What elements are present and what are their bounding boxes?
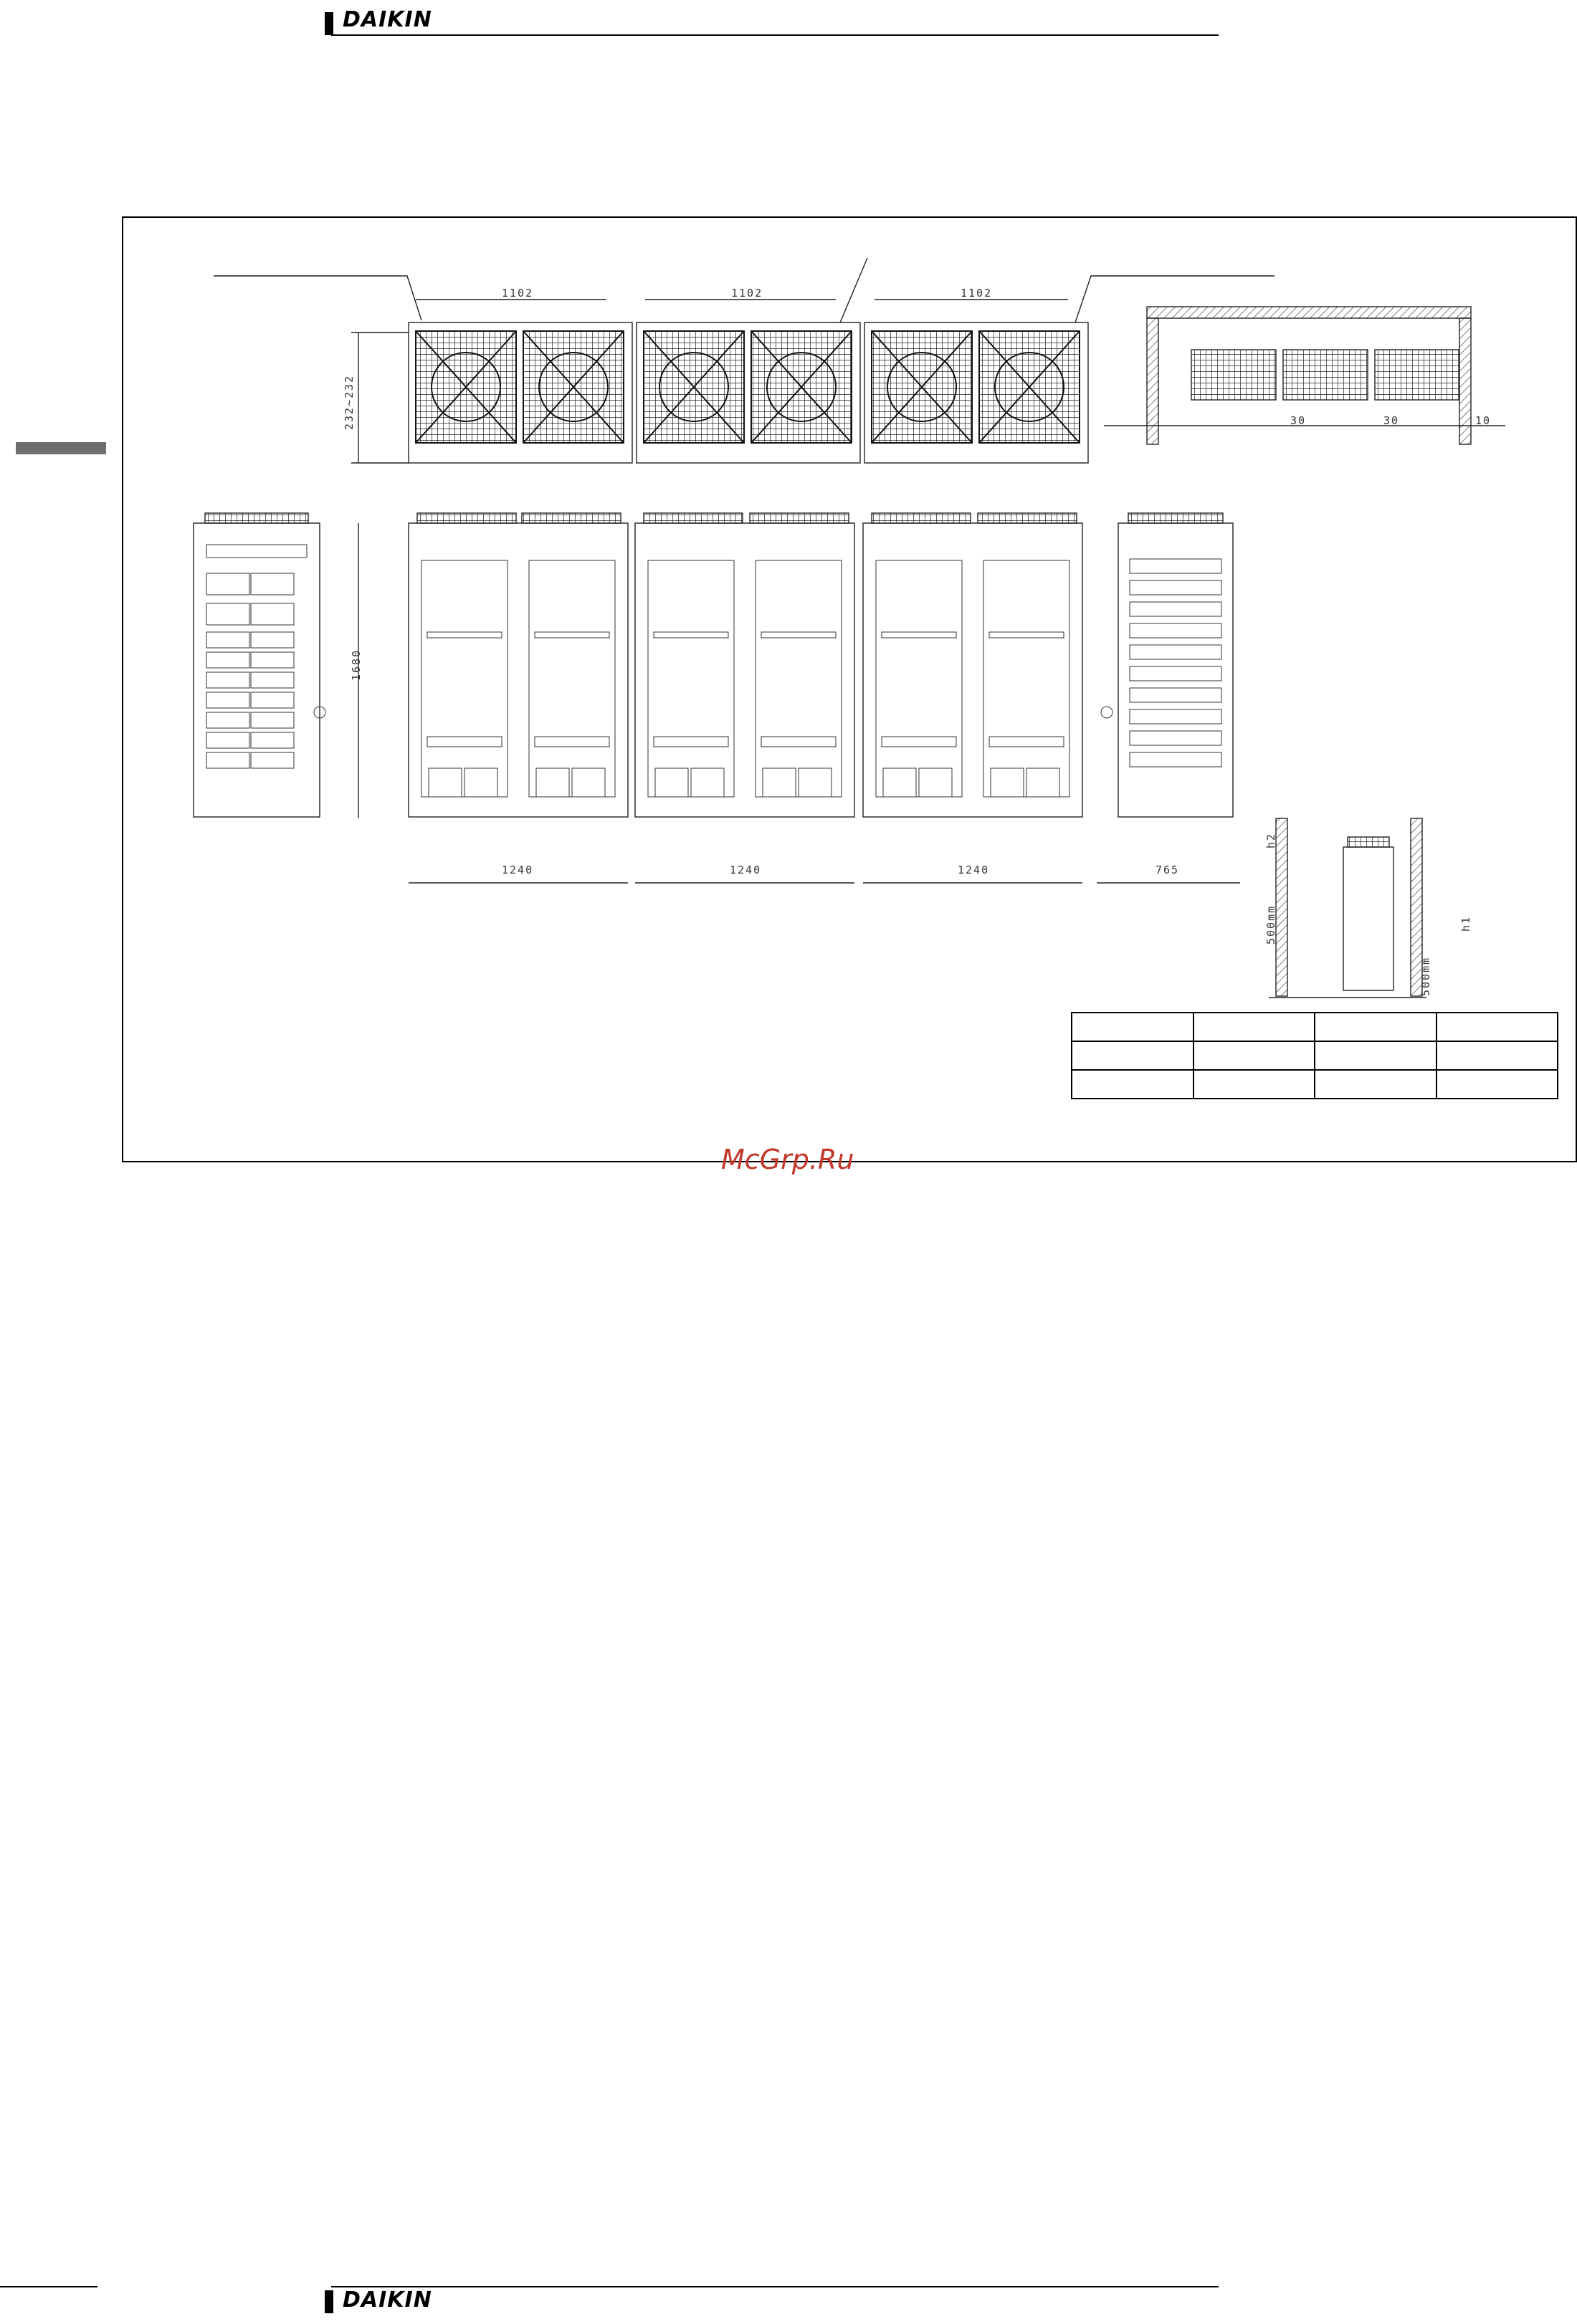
front-width-dim-2: 1240 bbox=[730, 864, 762, 876]
table-cell bbox=[1194, 1070, 1315, 1099]
top-dim-3: 1102 bbox=[961, 287, 993, 300]
table-cell bbox=[1437, 1013, 1558, 1041]
table-cell bbox=[1315, 1041, 1437, 1070]
side-width-dim: 765 bbox=[1156, 864, 1180, 876]
footer-rule bbox=[331, 2286, 1219, 2287]
footer-logo-bar bbox=[325, 2290, 333, 2313]
footer-left-rule bbox=[0, 2286, 97, 2287]
section-tab-marker bbox=[16, 442, 106, 454]
table-cell bbox=[1315, 1013, 1437, 1041]
top-view-height-dim: 232~232 bbox=[343, 374, 356, 430]
plan-gap-2: 30 bbox=[1383, 414, 1400, 427]
watermark-link[interactable]: McGrp.Ru bbox=[721, 1144, 854, 1175]
clearance-top-dim: h2 bbox=[1264, 832, 1277, 848]
table-row bbox=[1072, 1041, 1558, 1070]
spec-table bbox=[1071, 1012, 1558, 1099]
table-row bbox=[1072, 1013, 1558, 1041]
header-brand-logo: DAIKIN bbox=[343, 7, 432, 32]
table-cell bbox=[1194, 1041, 1315, 1070]
table-cell bbox=[1072, 1013, 1194, 1041]
plan-gap-1: 30 bbox=[1290, 414, 1307, 427]
table-cell bbox=[1072, 1070, 1194, 1099]
front-height-dim: 1680 bbox=[350, 649, 363, 681]
top-dim-2: 1102 bbox=[731, 287, 763, 300]
table-cell bbox=[1315, 1070, 1437, 1099]
table-cell bbox=[1437, 1070, 1558, 1099]
top-dim-1: 1102 bbox=[502, 287, 534, 300]
front-width-dim-1: 1240 bbox=[502, 864, 534, 876]
table-row bbox=[1072, 1070, 1558, 1099]
table-cell bbox=[1072, 1041, 1194, 1070]
clearance-back-dim: 500mm bbox=[1419, 956, 1432, 996]
table-cell bbox=[1194, 1013, 1315, 1041]
front-width-dim-3: 1240 bbox=[958, 864, 990, 876]
footer-brand-logo: DAIKIN bbox=[343, 2287, 432, 2313]
clearance-front-dim: 500mm bbox=[1264, 904, 1277, 945]
header-logo-bar bbox=[325, 12, 333, 35]
header-rule bbox=[331, 34, 1219, 36]
table-cell bbox=[1437, 1041, 1558, 1070]
plan-gap-3: 10 bbox=[1475, 414, 1492, 427]
clearance-side-dim: h1 bbox=[1459, 915, 1472, 932]
